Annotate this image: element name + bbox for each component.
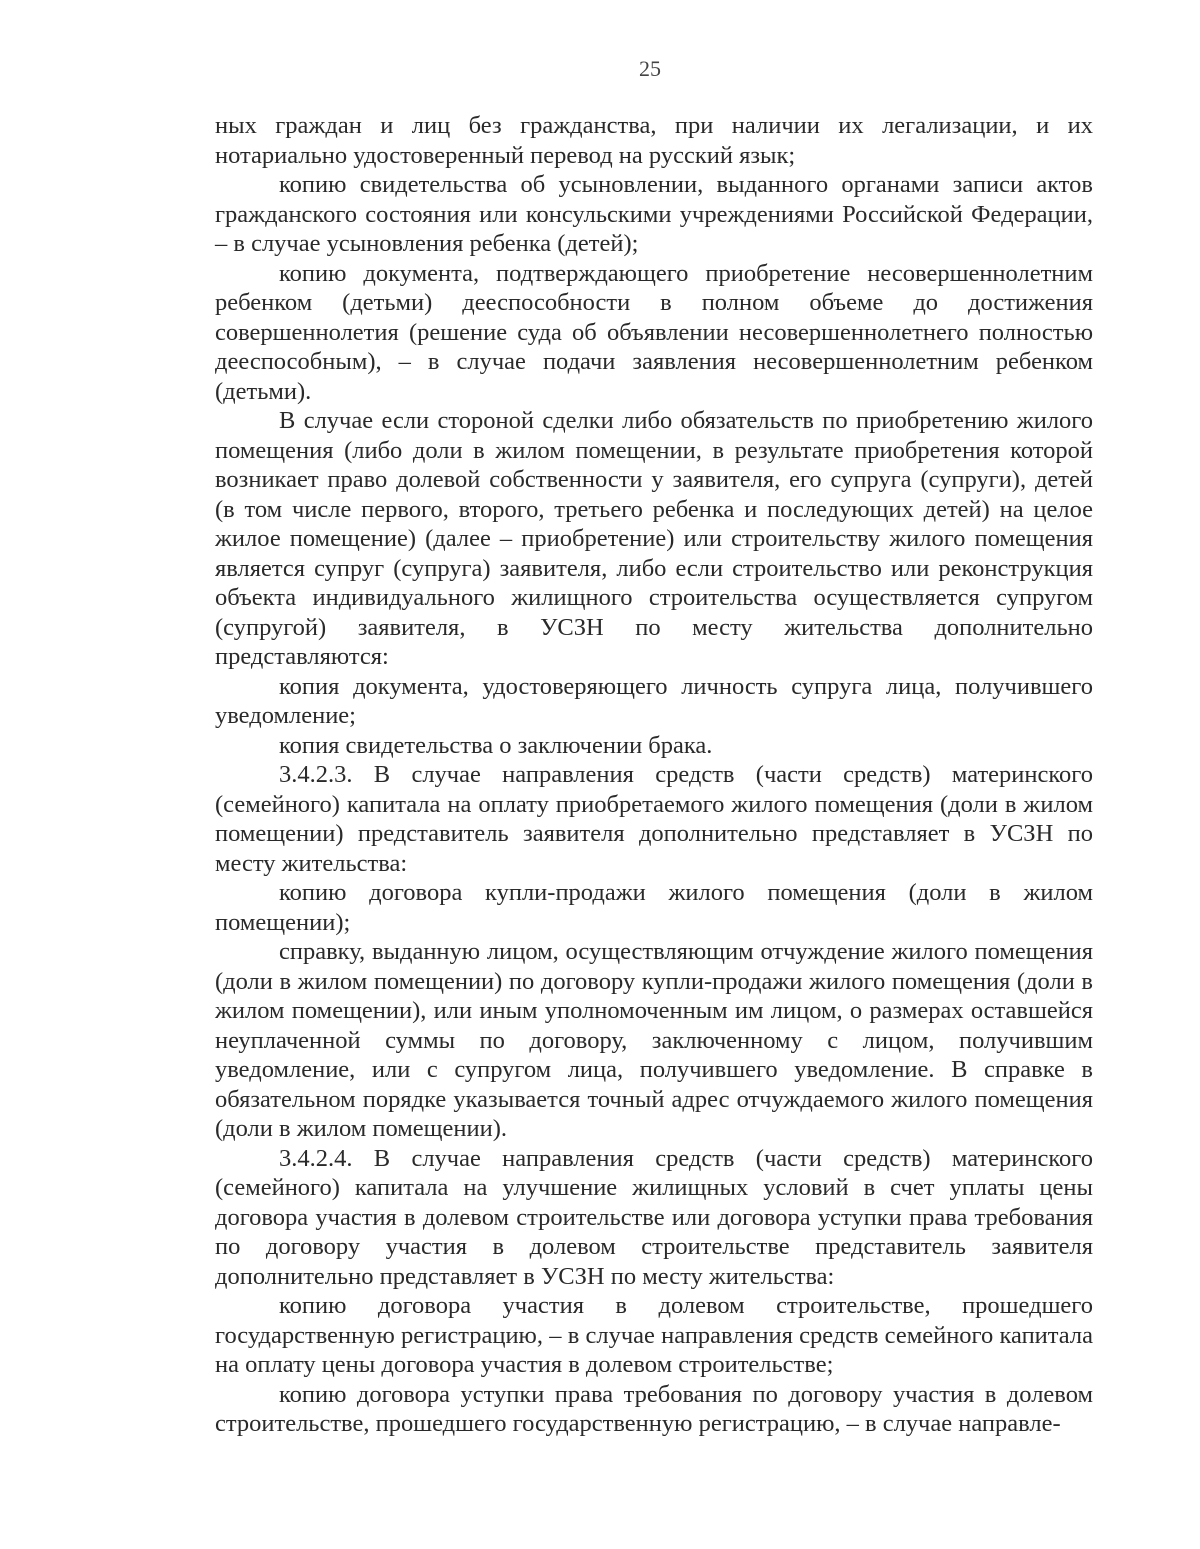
paragraph: 3.4.2.3. В случае направления средств (части средств) материнского (семейного) капитала на оплату приобретаемого жилого помещения (доли в жилом помещении) представитель заявителя дополнительно представляет в УСЗН по месту жительства: xyxy=(215,761,1093,877)
paragraph: копию свидетельства об усыновлении, выданного органами записи актов гражданского состояния или консульскими учреждениями Российской Федерации, – в случае усыновления ребенка (детей); xyxy=(215,171,1093,257)
page-number: 25 xyxy=(639,56,661,81)
paragraph-continuation: ных граждан и лиц без гражданства, при наличии их легализации, и их нотариально удостоверенный перевод на русский язык; xyxy=(215,112,1093,169)
paragraph: копию договора купли-продажи жилого помещения (доли в жилом помещении); xyxy=(215,879,1093,936)
paragraph: копию документа, подтверждающего приобретение несовершеннолетним ребенком (детьми) дееспособности в полном объеме до достижения совершеннолетия (решение суда об объявлении несовершеннолетнего полностью дееспособным), – в случае подачи заявления несовершеннолетним ребенком (детьми). xyxy=(215,259,1093,405)
paragraph: копия документа, удостоверяющего личность супруга лица, получившего уведомление; xyxy=(215,672,1093,729)
paragraph: справку, выданную лицом, осуществляющим отчуждение жилого помещения (доли в жилом помещении) по договору купли-продажи жилого помещения (доли в жилом помещении), или иным уполномоченным им лицом, о размерах оставшейся неуплаченной суммы по договору, заключенному с лицом, получившим уведомление, или с супругом лица, получившего уведомление. В справке в обязательном порядке указывается точный адрес отчуждаемого жилого помещения (доли в жилом помещении). xyxy=(215,938,1093,1142)
body-text xyxy=(215,111,1093,1439)
paragraph: копия свидетельства о заключении брака. xyxy=(279,731,713,759)
paragraph: 3.4.2.4. В случае направления средств (части средств) материнского (семейного) капитала на улучшение жилищных условий в счет уплаты цены договора участия в долевом строительстве или договора уступки права требования по договору участия в долевом строительстве представитель заявителя дополнительно представляет в УСЗН по месту жительства: xyxy=(215,1144,1093,1290)
paragraph: копию договора участия в долевом строительстве, прошедшего государственную регистрацию, – в случае направления средств семейного капитала на оплату цены договора участия в долевом строительстве; xyxy=(215,1292,1093,1378)
paragraph: копию договора уступки права требования по договору участия в долевом строительстве, прошедшего государственную регистрацию, – в случае направле- xyxy=(215,1380,1093,1437)
paragraph: В случае если стороной сделки либо обязательств по приобретению жилого помещения (либо доли в жилом помещении, в результате приобретения которой возникает право долевой собственности у заявителя, его супруга (супруги), детей (в том числе первого, второго, третьего ребенка и последующих детей) на целое жилое помещение) (далее – приобретение) или строительству жилого помещения является супруг (супруга) заявителя, либо если строительство или реконструкция объекта индивидуального жилищного строительства осуществляется супругом (супругой) заявителя, в УСЗН по месту жительства дополнительно представляются: xyxy=(215,407,1093,670)
